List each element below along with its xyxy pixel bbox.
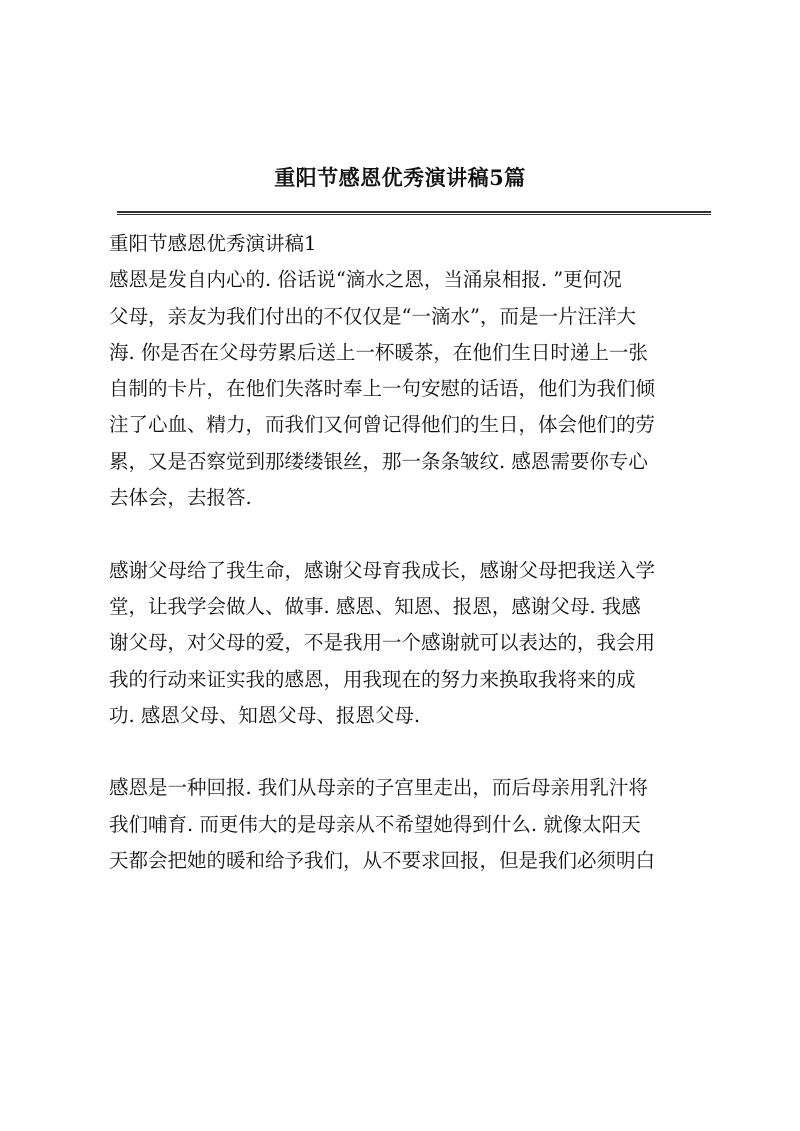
paragraph-line: 功. 感恩父母、知恩父母、报恩父母. [109, 703, 421, 727]
paragraph-line: 天都会把她的暖和给予我们，从不要求回报，但是我们必须明白 [109, 849, 656, 873]
paragraph-line: 父母，亲友为我们付出的不仅仅是“一滴水”，而是一片汪洋大 [109, 304, 636, 328]
paragraph-line: 自制的卡片，在他们失落时奉上一句安慰的话语，他们为我们倾 [109, 377, 656, 401]
document-title: 重阳节感恩优秀演讲稿5篇 [274, 165, 526, 190]
paragraph-line: 去体会，去报答. [109, 486, 252, 510]
paragraph-line: 堂，让我学会做人、做事. 感恩、知恩、报恩，感谢父母. 我感 [109, 594, 641, 618]
section-heading: 重阳节感恩优秀演讲稿1 [109, 232, 317, 255]
document-body [109, 226, 709, 916]
paragraph-line: 海. 你是否在父母劳累后送上一杯暖茶，在他们生日时递上一张 [109, 340, 648, 364]
paragraph-line: 感恩是发自内心的. 俗话说“滴水之恩，当涌泉相报. ”更何况 [109, 268, 622, 292]
paragraph-line: 感谢父母给了我生命，感谢父母育我成长，感谢父母把我送入学 [109, 558, 656, 582]
paragraph-line: 我的行动来证实我的感恩，用我现在的努力来换取我将来的成 [109, 667, 636, 691]
paragraph-line: 我们哺育. 而更伟大的是母亲从不希望她得到什么. 就像太阳天 [109, 812, 641, 836]
paragraph-line: 感恩是一种回报. 我们从母亲的子宫里走出，而后母亲用乳汁将 [109, 776, 648, 800]
paragraph-line: 累，又是否察觉到那缕缕银丝，那一条条皱纹. 感恩需要你专心 [109, 449, 648, 473]
paragraph-line: 谢父母，对父母的爱，不是我用一个感谢就可以表达的，我会用 [109, 631, 656, 655]
title-divider [117, 211, 711, 215]
paragraph-line: 注了心血、精力，而我们又何曾记得他们的生日，体会他们的劳 [109, 413, 656, 437]
paragraph-3 [109, 770, 709, 879]
paragraph-1 [109, 262, 709, 516]
paragraph-2 [109, 553, 709, 734]
